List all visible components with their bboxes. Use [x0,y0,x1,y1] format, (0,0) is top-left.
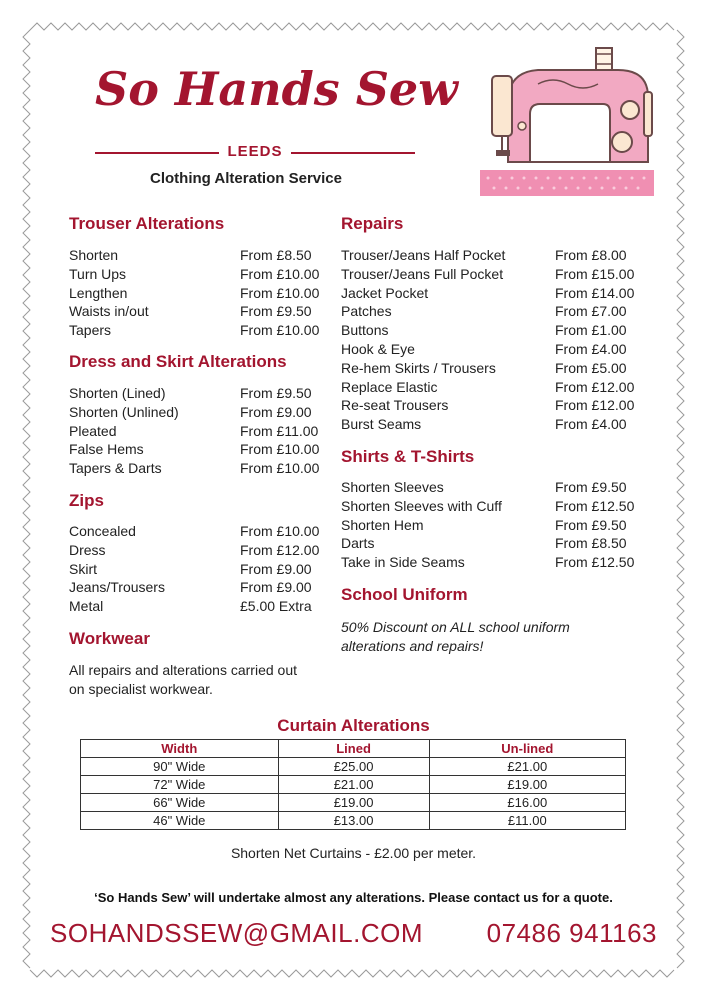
price-row [69,423,330,441]
school-title: School Uniform [341,585,468,604]
contact-email[interactable]: SOHANDSSEW@GMAIL.COM [50,918,423,948]
item-price: From £9.50 [240,385,312,401]
item-label: Darts [341,535,375,552]
trouser-title: Trouser Alterations [69,214,225,233]
price-row [341,554,645,572]
cell-width: 66" Wide [81,794,279,812]
city-row [95,143,415,163]
price-row [69,247,330,265]
item-price: From £9.50 [555,516,627,533]
price-row [69,303,330,321]
city-label: LEEDS [219,143,290,160]
cell-lined: £19.00 [278,794,429,812]
cell-width: 90" Wide [81,758,279,776]
col-header-unlined: Un-lined [429,740,625,758]
price-row [341,379,645,397]
price-row [69,598,330,616]
price-row [341,517,645,535]
school-line-1: 50% Discount on ALL school uniform [341,619,570,635]
sewing-machine-illustration [478,42,658,202]
item-label: Jacket Pocket [341,284,429,301]
item-label: Turn Ups [69,265,127,282]
item-price: £5.00 Extra [240,598,312,615]
price-row [69,385,330,403]
item-label: Take in Side Seams [341,554,465,571]
item-label: Patches [341,303,392,320]
item-price: From £10.00 [240,441,320,458]
item-price: From £10.00 [240,523,320,539]
item-price: From £11.00 [240,422,319,439]
item-price: From £12.50 [555,497,635,514]
price-row [341,416,645,434]
price-row [341,498,645,516]
col-header-lined: Lined [278,740,429,758]
cell-lined: £13.00 [278,812,429,830]
school-line-2: alterations and repairs! [341,638,484,654]
item-price: From £10.00 [240,284,320,301]
item-price: From £9.50 [240,303,312,320]
curtains-title: Curtain Alterations [277,716,430,735]
item-label: Trouser/Jeans Half Pocket [341,247,506,263]
price-row [69,542,330,560]
item-label: Pleated [69,422,117,439]
table-row [81,812,626,830]
cell-width: 72" Wide [81,776,279,794]
cell-unlined: £21.00 [429,758,625,776]
price-row [341,266,645,284]
price-row [341,360,645,378]
item-label: Metal [69,598,104,615]
price-row [69,404,330,422]
item-label: Burst Seams [341,416,422,433]
col-header-width: Width [81,740,279,758]
workwear-line-1: All repairs and alterations carried out [69,662,298,678]
item-price: From £10.00 [240,460,320,477]
workwear-line-2: on specialist workwear. [69,681,213,697]
price-row [341,479,645,497]
price-row [69,441,330,459]
cell-lined: £25.00 [278,758,429,776]
item-label: Replace Elastic [341,378,438,395]
item-price: From £7.00 [555,303,627,320]
item-label: Tapers & Darts [69,460,162,477]
item-price: From £10.00 [240,265,320,282]
item-label: Shorten [69,247,119,263]
cell-width: 46" Wide [81,812,279,830]
footer-note: ‘So Hands Sew’ will undertake almost any alterations. Please contact us for a quote. [94,890,613,905]
item-price: From £8.50 [240,247,312,263]
table-row [81,776,626,794]
contact-phone[interactable]: 07486 941163 [486,918,657,948]
price-row [341,322,645,340]
price-row [69,322,330,340]
workwear-note [69,661,297,699]
item-price: From £8.50 [555,535,627,552]
price-row [69,561,330,579]
item-label: Re-hem Skirts / Trousers [341,359,496,376]
item-label: Shorten (Unlined) [69,403,179,420]
item-price: From £12.00 [555,378,635,395]
item-label: Hook & Eye [341,341,415,357]
net-curtain-note: Shorten Net Curtains - £2.00 per meter. [230,845,477,861]
item-price: From £9.00 [240,579,312,596]
item-label: Buttons [341,322,389,339]
item-price: From £12.00 [555,397,635,414]
curtain-table [80,739,626,830]
item-price: From £14.00 [555,284,635,301]
zips-title: Zips [69,491,104,510]
price-row [341,303,645,321]
item-label: Concealed [69,523,136,539]
dress-title: Dress and Skirt Alterations [69,352,287,371]
price-row [69,460,330,478]
shirts-title: Shirts & T-Shirts [341,447,475,466]
price-row [341,247,645,265]
item-label: Trouser/Jeans Full Pocket [341,265,504,282]
workwear-title: Workwear [69,629,150,648]
table-row [81,794,626,812]
price-row [69,579,330,597]
item-label: Lengthen [69,284,128,301]
item-label: Jeans/Trousers [69,579,165,596]
item-price: From £1.00 [555,322,627,339]
price-row [341,341,645,359]
item-label: Skirt [69,560,97,577]
item-label: Re-seat Trousers [341,397,449,414]
item-price: From £12.00 [240,541,320,558]
cell-unlined: £16.00 [429,794,625,812]
school-note [341,618,570,656]
item-label: Waists in/out [69,303,149,320]
price-row [69,285,330,303]
item-label: Shorten Sleeves with Cuff [341,497,502,514]
item-price: From £10.00 [240,322,320,339]
item-label: Tapers [69,322,112,339]
item-price: From £9.00 [240,560,312,577]
item-label: Shorten Hem [341,516,424,533]
item-price: From £8.00 [555,247,627,263]
tagline: Clothing Alteration Service [150,170,342,187]
item-price: From £9.00 [240,403,312,420]
price-row [341,397,645,415]
item-price: From £12.50 [555,554,635,571]
cell-lined: £21.00 [278,776,429,794]
item-price: From £15.00 [555,265,635,282]
item-price: From £4.00 [555,416,627,433]
item-price: From £9.50 [555,479,627,495]
brand-name: So Hands Sew [95,62,458,116]
table-row [81,758,626,776]
item-label: Shorten (Lined) [69,385,166,401]
item-label: Dress [69,541,106,558]
repairs-title: Repairs [341,214,404,233]
item-label: Shorten Sleeves [341,479,444,495]
price-row [69,266,330,284]
price-row [69,523,330,541]
item-label: False Hems [69,441,144,458]
item-price: From £4.00 [555,341,627,357]
price-row [341,285,645,303]
cell-unlined: £19.00 [429,776,625,794]
cell-unlined: £11.00 [429,812,625,830]
price-row [341,535,645,553]
item-price: From £5.00 [555,359,627,376]
